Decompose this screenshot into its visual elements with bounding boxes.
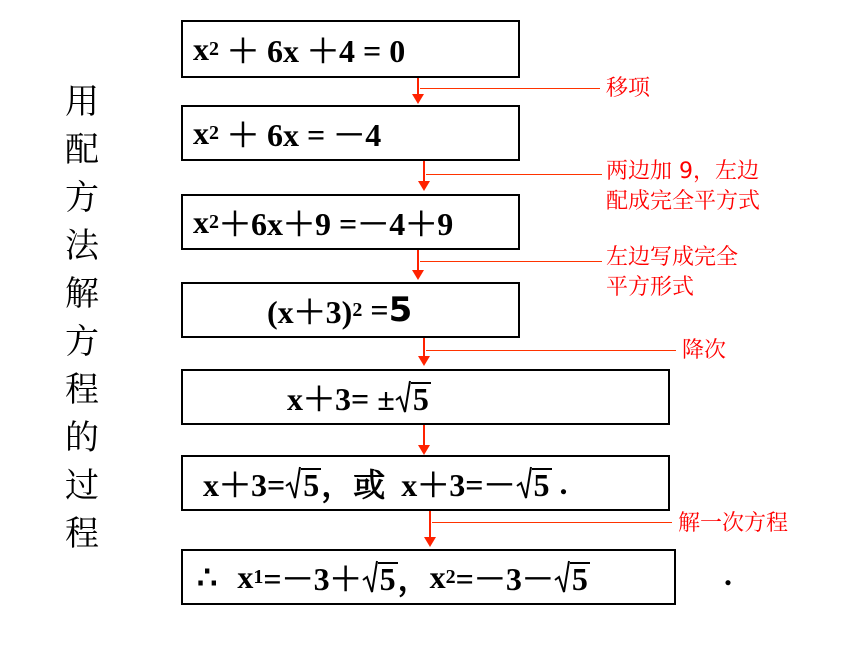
step-7-x1: x [237,558,254,595]
step-6-sqrt-2 [516,466,552,503]
arrowhead-4 [418,356,430,366]
step-7-sqrt-1 [362,560,398,597]
arrow-2 [423,161,425,181]
step-7-eq1: =－3＋ [263,561,362,597]
note-add-nine-line1: 两边加 9，左边 [606,159,759,184]
title-char: 法 [65,226,99,266]
step-7-sqrt-2 [554,560,590,597]
note-reduce-degree: 降次 [682,338,727,363]
note-complete-square-line2: 平方形式 [606,275,695,300]
step-2-box: x 2 ＋ 6x = －4 [181,105,520,161]
step-7-x2: x [429,558,446,595]
note-complete-square-line1: 左边写成完全 [606,245,739,270]
step-5-lhs: x＋3= ± [287,381,395,417]
arrow-4 [423,338,425,356]
title-char: 配 [65,130,99,170]
step-7-radicand-2: 5 [571,561,588,597]
step-4-box: (x＋3) 2 = 5 [181,282,520,338]
radical-sign-icon [395,380,411,414]
step-3-box: x 2 ＋6x＋9 =－4＋9 [181,194,520,250]
arrowhead-5 [418,445,430,455]
step-6-end: . [551,464,568,501]
title-char: 程 [65,370,99,410]
step-7-separator: ， [397,561,430,597]
leader-4 [426,350,676,351]
step-5-radicand: 5 [412,381,429,417]
arrowhead-2 [418,181,430,191]
step-4-equals: = [362,291,389,328]
vertical-title [62,78,102,558]
note-move-terms: 移项 [606,76,651,101]
title-char: 过 [65,466,99,506]
radical-sign-icon [516,466,532,500]
radical-sign-icon [285,466,301,500]
step-6-lhs1: x＋3= [203,467,286,503]
step-6-middle: ，或 x＋3=－ [321,467,516,503]
step-6-radicand-2: 5 [533,467,550,503]
note-complete-square [606,243,738,303]
step-4-base: (x＋3) [267,294,353,330]
step-5-box [181,369,670,425]
title-char: 程 [65,514,99,554]
step-6-radicand-1: 5 [303,467,320,503]
note-solve-linear: 解一次方程 [678,511,789,536]
radical-sign-icon [554,560,570,594]
step-7-box: ∴ x 1 =－3＋ 5 ， x 2 =－3－ 5 [181,549,676,605]
step-4-value: 5 [388,290,413,330]
trailing-period: . [724,556,732,592]
step-7-eq2: =－3－ [455,561,554,597]
arrow-5 [423,425,425,445]
therefore-symbol: ∴ [197,559,218,595]
step-1-rest: ＋ 6x ＋4 = 0 [219,33,406,69]
step-5-sqrt [395,380,431,417]
step-3-base: x [193,203,209,240]
step-2-rest: ＋ 6x = －4 [219,117,382,153]
arrowhead-3 [412,270,424,280]
leader-1 [420,88,600,89]
title-char: 的 [65,418,99,458]
title-char: 方 [65,322,99,362]
leader-3 [420,261,602,262]
note-add-nine-line2: 配成完全平方式 [606,189,761,214]
arrow-6 [429,511,431,537]
arrowhead-6 [424,537,436,547]
title-char: 方 [65,178,99,218]
title-char: 用 [65,82,99,122]
leader-6 [432,522,672,523]
radical-sign-icon [362,560,378,594]
step-6-sqrt-1 [285,466,321,503]
arrow-1 [417,78,419,94]
note-add-nine [606,157,760,217]
title-char: 解 [65,274,99,314]
step-1-box: x 2 ＋ 6x ＋4 = 0 [181,20,520,78]
arrow-3 [417,250,419,270]
step-1-base: x [193,30,209,67]
arrowhead-1 [412,94,424,104]
step-6-box [181,455,670,511]
step-2-base: x [193,114,209,151]
step-3-rest: ＋6x＋9 =－4＋9 [219,206,454,242]
step-7-radicand-1: 5 [379,561,396,597]
leader-2 [426,174,602,175]
